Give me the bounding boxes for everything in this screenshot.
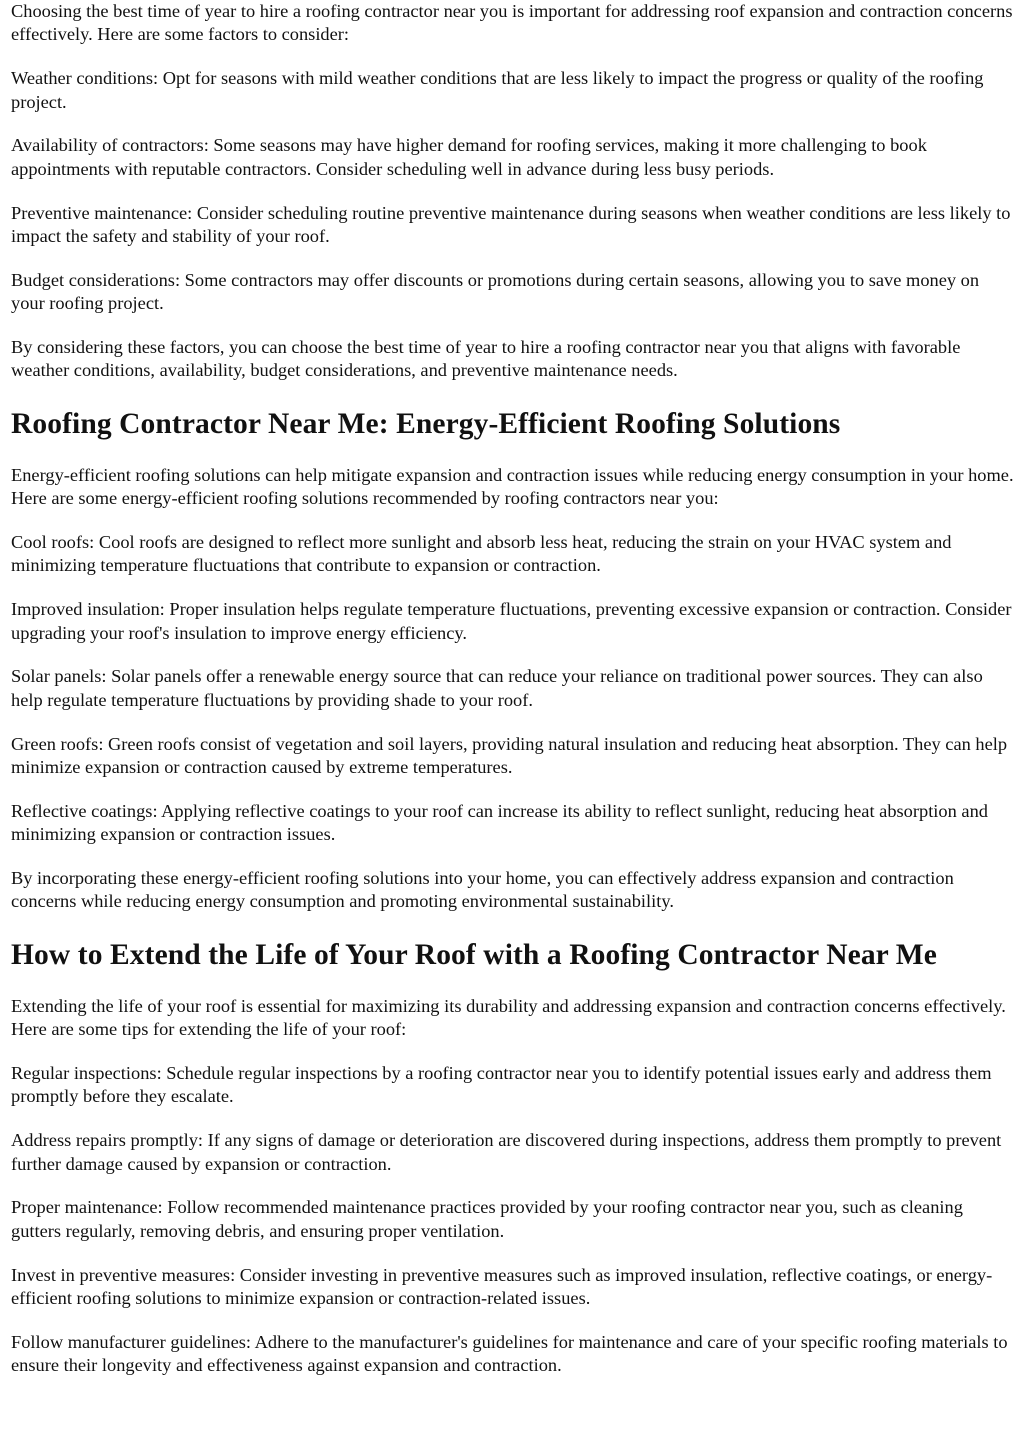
paragraph-budget: Budget considerations: Some contractors may offer discounts or promotions during certain seasons, allowing you to save money on your roofing project.	[11, 269, 980, 314]
paragraph-energy-intro: Energy-efficient roofing solutions can help mitigate expansion and contraction issues while reducing energy consumption in your home. Here are some energy-efficient roofing solutions recommended by roofing contractors near you:	[11, 464, 1014, 509]
paragraph-solar-panels: Solar panels: Solar panels offer a renewable energy source that can reduce your reliance on traditional power sources. They can also help regulate temperature fluctuations by providing shade to your roof.	[11, 666, 983, 710]
heading-energy-efficient: Roofing Contractor Near Me: Energy-Efficient Roofing Solutions	[11, 407, 841, 440]
paragraph-cool-roofs: Cool roofs: Cool roofs are designed to reflect more sunlight and absorb less heat, reducing the strain on your HVAC system and minimizing temperature fluctuations that contribute to expansion or contraction.	[11, 532, 952, 576]
paragraph-address-repairs: Address repairs promptly: If any signs of damage or deterioration are discovered during inspections, address them promptly to prevent further damage caused by expansion or contraction.	[11, 1130, 1002, 1174]
paragraph-manufacturer-guidelines: Follow manufacturer guidelines: Adhere to the manufacturer's guidelines for maintenance and care of your specific roofing materials to ensure their longevity and effectiveness against expansion and contraction.	[11, 1331, 1008, 1376]
paragraph-regular-inspections: Regular inspections: Schedule regular inspections by a roofing contractor near you to identify potential issues early and address them promptly before they escalate.	[11, 1063, 992, 1107]
paragraph-weather-conditions: Weather conditions: Opt for seasons with mild weather conditions that are less likely to impact the progress or quality of the roofing project.	[11, 68, 984, 112]
heading-extend-roof-life: How to Extend the Life of Your Roof with a Roofing Contractor Near Me	[11, 938, 937, 971]
paragraph-energy-conclusion: By incorporating these energy-efficient roofing solutions into your home, you can effectively address expansion and contraction concerns while reducing energy consumption and promoting environmental sustainability.	[11, 868, 954, 912]
paragraph-preventive-measures: Invest in preventive measures: Consider investing in preventive measures such as improved insulation, reflective coatings, or energy-efficient roofing solutions to minimize expansion or contraction-related issues.	[11, 1264, 993, 1309]
paragraph-availability: Availability of contractors: Some seasons may have higher demand for roofing services, making it more challenging to book appointments with reputable contractors. Consider scheduling well in advance during less busy periods.	[11, 135, 927, 179]
paragraph-intro-timing: Choosing the best time of year to hire a roofing contractor near you is important for addressing roof expansion and contraction concerns effectively. Here are some factors to consider:	[11, 1, 1013, 45]
paragraph-insulation: Improved insulation: Proper insulation helps regulate temperature fluctuations, preventing excessive expansion or contraction. Consider upgrading your roof's insulation to improve energy efficiency.	[11, 599, 1012, 643]
paragraph-extend-intro: Extending the life of your roof is essential for maximizing its durability and addressing expansion and contraction concerns effectively. Here are some tips for extending the life of your roof:	[11, 995, 1006, 1040]
paragraph-reflective-coatings: Reflective coatings: Applying reflective coatings to your roof can increase its ability to reflect sunlight, reducing heat absorption and minimizing expansion or contraction issues.	[11, 800, 988, 845]
paragraph-timing-conclusion: By considering these factors, you can choose the best time of year to hire a roofing contractor near you that aligns with favorable weather conditions, availability, budget considerations, and preventive maintenance needs.	[11, 337, 961, 381]
paragraph-proper-maintenance: Proper maintenance: Follow recommended maintenance practices provided by your roofing contractor near you, such as cleaning gutters regularly, removing debris, and ensuring proper ventilation.	[11, 1197, 963, 1241]
paragraph-green-roofs: Green roofs: Green roofs consist of vegetation and soil layers, providing natural insulation and reducing heat absorption. They can help minimize expansion or contraction caused by extreme temperatures.	[11, 733, 1008, 778]
paragraph-preventive-maintenance: Preventive maintenance: Consider scheduling routine preventive maintenance during seasons when weather conditions are less likely to impact the safety and stability of your roof.	[11, 202, 1011, 247]
